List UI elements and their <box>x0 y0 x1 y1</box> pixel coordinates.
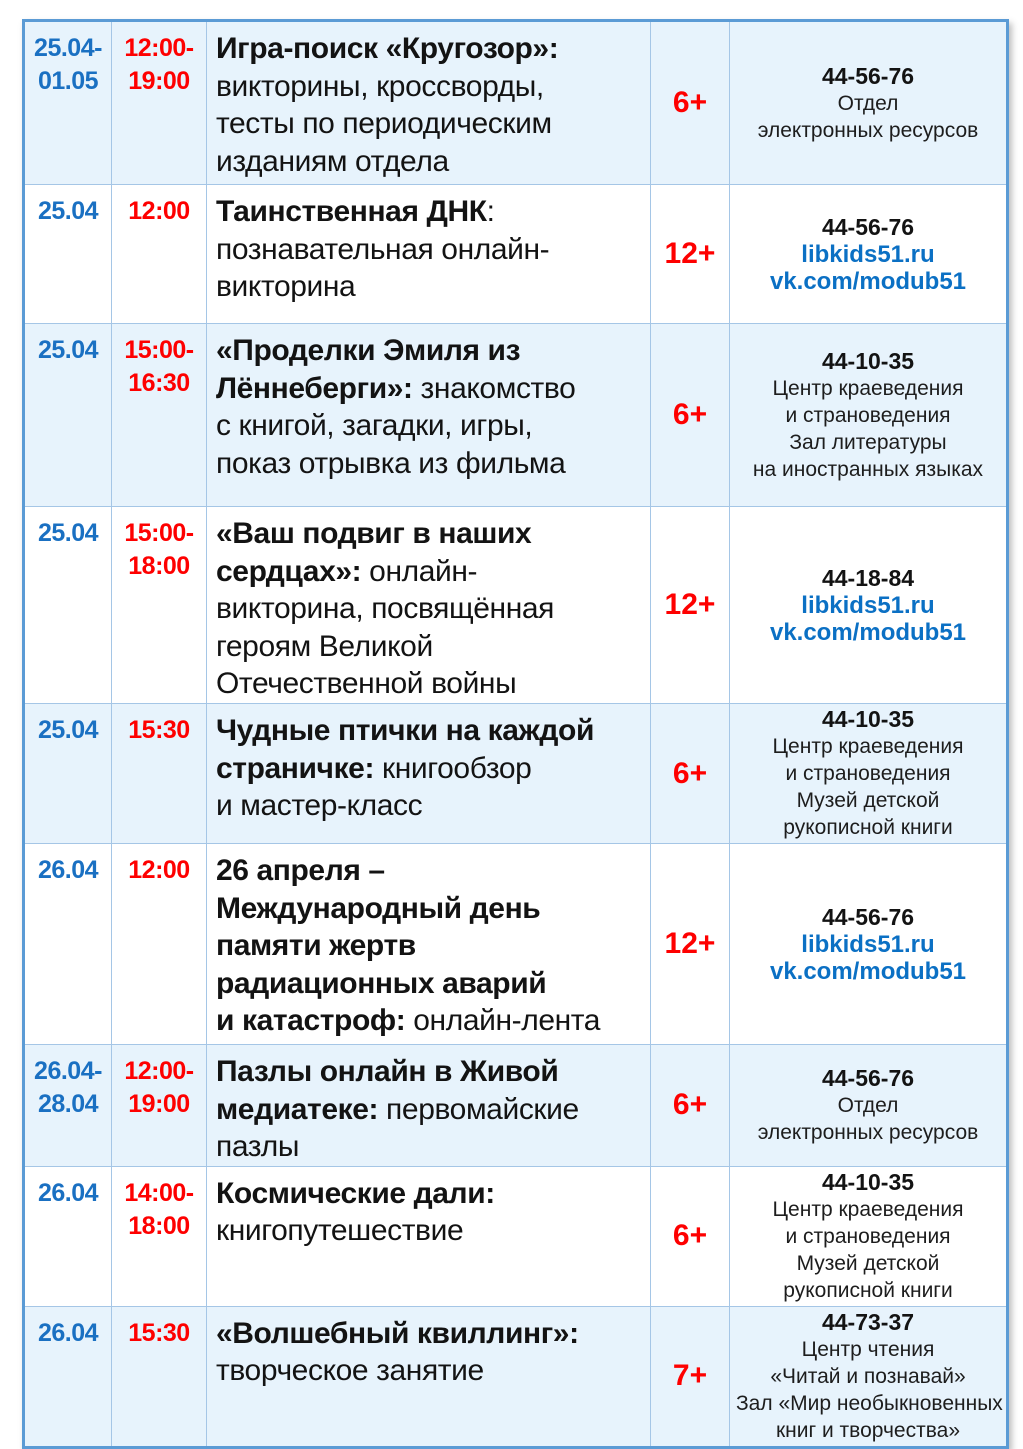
description-line <box>216 193 646 231</box>
description-line <box>216 750 646 788</box>
event-title-text: Игра-поиск «Кругозор»: <box>216 32 559 65</box>
date-line: 26.04 <box>37 1178 99 1207</box>
event-detail-text: онлайн- <box>361 554 478 588</box>
event-title-text: «Проделки Эмиля из <box>216 334 521 367</box>
age-rating-badge <box>651 1166 730 1306</box>
event-detail-text: героям Великой <box>216 629 433 663</box>
event-title-text: страничке: <box>216 751 375 785</box>
contact-link[interactable]: vk.com/modub51 <box>769 618 967 646</box>
time-line: 16:30 <box>128 369 190 397</box>
table-row <box>24 324 1008 507</box>
time-line: 18:00 <box>128 552 190 580</box>
event-detail-text: первомайские <box>378 1092 579 1126</box>
time-line: 12:00- <box>124 1057 194 1085</box>
description-line <box>216 1091 646 1129</box>
event-description <box>207 507 651 704</box>
description-line <box>216 1352 646 1390</box>
contact-phone: 44-10-35 <box>821 706 915 732</box>
contact-info <box>730 1306 1008 1447</box>
contact-department: Отдел <box>837 1093 899 1117</box>
event-date <box>24 185 112 324</box>
contact-info <box>730 507 1008 704</box>
event-time <box>112 185 207 324</box>
time-line: 19:00 <box>128 1090 190 1118</box>
event-title-text: «Волшебный квиллинг»: <box>216 1316 579 1350</box>
event-description <box>207 844 651 1045</box>
event-detail-text: книгообзор <box>374 751 532 785</box>
contact-department: Центр краеведения <box>772 376 964 400</box>
contact-department: «Читай и познавай» <box>770 1364 966 1388</box>
description-line <box>216 332 646 370</box>
date-line: 26.04- <box>34 1057 102 1085</box>
event-description <box>207 1045 651 1167</box>
event-time <box>112 1166 207 1306</box>
age-rating: 6+ <box>672 398 708 431</box>
date-line: 26.04 <box>37 856 99 884</box>
contact-info <box>730 844 1008 1045</box>
event-time <box>112 324 207 507</box>
contact-info <box>730 1166 1008 1306</box>
description-line <box>216 965 646 1003</box>
event-detail-text: : <box>486 195 495 228</box>
contact-phone: 44-56-76 <box>821 62 915 89</box>
age-rating-badge <box>651 1306 730 1447</box>
event-description <box>207 21 651 185</box>
table-row <box>24 1166 1008 1306</box>
contact-info <box>730 1045 1008 1167</box>
contact-phone: 44-56-76 <box>821 903 915 930</box>
event-title-text: Лённеберги»: <box>216 371 413 405</box>
event-title-text: медиатеке: <box>216 1092 379 1126</box>
description-line <box>216 665 646 703</box>
event-time <box>112 1045 207 1167</box>
event-detail-text: и мастер-класс <box>216 789 423 822</box>
date-line: 25.04 <box>37 716 99 744</box>
time-line: 12:00 <box>128 856 190 884</box>
age-rating-badge <box>651 185 730 324</box>
event-detail-text: викторина, посвящённая <box>216 592 555 625</box>
description-line <box>216 1053 646 1091</box>
event-description <box>207 324 651 507</box>
time-line: 15:00- <box>124 336 194 364</box>
description-line <box>216 68 646 106</box>
contact-info <box>730 185 1008 324</box>
event-time <box>112 21 207 185</box>
description-line <box>216 1212 646 1250</box>
event-title-text: Пазлы онлайн в Живой <box>216 1055 559 1088</box>
description-line <box>216 407 646 445</box>
contact-info <box>730 21 1008 185</box>
description-line <box>216 927 646 965</box>
contact-link[interactable]: libkids51.ru <box>801 930 935 958</box>
date-line: 25.04 <box>37 197 99 225</box>
contact-info <box>730 324 1008 507</box>
age-rating: 7+ <box>672 1359 708 1392</box>
description-line <box>216 370 646 408</box>
schedule-table-body <box>24 21 1008 1448</box>
table-row <box>24 1045 1008 1167</box>
event-title-text: радиационных аварий <box>216 966 547 1000</box>
event-date <box>24 704 112 844</box>
age-rating-badge <box>651 21 730 185</box>
contact-department: и страноведения <box>785 762 951 785</box>
description-line <box>216 515 646 553</box>
event-description <box>207 1166 651 1306</box>
description-line <box>216 712 646 750</box>
event-detail-text: викторина <box>216 270 356 303</box>
event-detail-text: с книгой, загадки, игры, <box>216 409 533 442</box>
contact-department: Центр чтения <box>801 1337 935 1361</box>
description-line <box>216 590 646 628</box>
description-line <box>216 1128 646 1166</box>
contact-department: электронных ресурсов <box>757 118 979 142</box>
description-line <box>216 628 646 666</box>
description-line <box>216 1002 646 1040</box>
event-detail-text: познавательная онлайн- <box>216 232 550 266</box>
event-time <box>112 1306 207 1447</box>
event-detail-text: книгопутешествие <box>216 1214 464 1247</box>
contact-department: рукописной книги <box>783 1278 953 1302</box>
description-line <box>216 231 646 269</box>
event-detail-text: викторины, кроссворды, <box>216 69 544 103</box>
description-line <box>216 890 646 928</box>
contact-link[interactable]: libkids51.ru <box>801 240 935 268</box>
event-detail-text: изданиям отдела <box>216 144 449 178</box>
event-detail-text: онлайн-лента <box>405 1004 601 1037</box>
date-line: 25.04 <box>37 336 99 364</box>
time-line: 15:00- <box>124 519 194 547</box>
date-line: 28.04 <box>37 1090 99 1118</box>
table-row <box>24 704 1008 844</box>
event-description <box>207 704 651 844</box>
contact-department: Зал «Мир необыкновенных <box>736 1391 1003 1415</box>
contact-link[interactable]: vk.com/modub51 <box>769 267 967 295</box>
event-date <box>24 507 112 704</box>
event-detail-text: пазлы <box>216 1130 300 1163</box>
table-row <box>24 844 1008 1045</box>
event-detail-text: показ отрывка из фильма <box>216 446 566 480</box>
age-rating: 12+ <box>664 588 716 621</box>
table-row <box>24 21 1008 185</box>
event-detail-text: творческое занятие <box>216 1354 484 1387</box>
age-rating-badge <box>651 324 730 507</box>
time-line: 19:00 <box>128 67 190 95</box>
description-line <box>216 445 646 483</box>
event-title-text: сердцах»: <box>216 554 362 588</box>
contact-link[interactable]: vk.com/modub51 <box>769 957 967 985</box>
event-detail-text: тесты по периодическим <box>216 107 552 140</box>
events-schedule-table <box>22 19 1009 1449</box>
time-line: 14:00- <box>124 1178 194 1207</box>
contact-department: электронных ресурсов <box>757 1120 979 1144</box>
contact-department: Отдел <box>837 91 899 115</box>
contact-department: Центр краеведения <box>772 1197 964 1221</box>
contact-department: рукописной книги <box>783 816 953 839</box>
age-rating: 6+ <box>672 86 708 119</box>
description-line <box>216 1315 646 1353</box>
contact-info <box>730 704 1008 844</box>
event-description <box>207 1306 651 1447</box>
contact-department: Музей детской <box>796 1251 940 1275</box>
description-line <box>216 1175 646 1213</box>
date-line: 25.04 <box>37 519 99 547</box>
table-row <box>24 185 1008 324</box>
event-date <box>24 1166 112 1306</box>
time-line: 15:30 <box>128 1318 190 1347</box>
event-date <box>24 844 112 1045</box>
event-time <box>112 704 207 844</box>
age-rating-badge <box>651 704 730 844</box>
contact-phone: 44-10-35 <box>821 1168 915 1195</box>
contact-phone: 44-18-84 <box>821 564 915 591</box>
contact-phone: 44-56-76 <box>821 1064 915 1091</box>
event-date <box>24 324 112 507</box>
event-date <box>24 21 112 185</box>
time-line: 15:30 <box>128 716 190 744</box>
event-description <box>207 185 651 324</box>
contact-department: Центр краеведения <box>772 735 964 758</box>
time-line: 18:00 <box>128 1211 190 1240</box>
age-rating-badge <box>651 507 730 704</box>
event-title-text: памяти жертв <box>216 929 416 962</box>
description-line <box>216 105 646 143</box>
event-detail-text: Отечественной войны <box>216 667 517 700</box>
contact-department: на иностранных языках <box>752 457 984 481</box>
event-detail-text: знакомство <box>412 371 576 405</box>
event-title-text: и катастроф: <box>216 1004 406 1037</box>
table-row <box>24 1306 1008 1447</box>
table-row <box>24 507 1008 704</box>
time-line: 12:00 <box>128 197 190 225</box>
description-line <box>216 787 646 825</box>
contact-department: книг и творчества» <box>775 1418 961 1442</box>
age-rating: 6+ <box>672 756 708 790</box>
event-title-text: Космические дали: <box>216 1176 495 1210</box>
age-rating: 6+ <box>672 1219 708 1252</box>
contact-department: Зал литературы <box>789 430 947 454</box>
time-line: 12:00- <box>124 34 194 62</box>
contact-phone: 44-56-76 <box>821 213 915 240</box>
event-title-text: Чудные птички на каждой <box>216 714 595 747</box>
contact-phone: 44-73-37 <box>821 1308 915 1335</box>
contact-link[interactable]: libkids51.ru <box>801 591 935 619</box>
event-title-text: Таинственная ДНК <box>216 195 487 228</box>
age-rating-badge <box>651 844 730 1045</box>
description-line <box>216 30 646 68</box>
description-line <box>216 852 646 890</box>
description-line <box>216 268 646 306</box>
age-rating: 12+ <box>664 237 716 270</box>
description-line <box>216 553 646 591</box>
date-line: 01.05 <box>37 67 99 95</box>
contact-phone: 44-10-35 <box>821 347 915 374</box>
event-date <box>24 1045 112 1167</box>
date-line: 25.04- <box>34 34 102 62</box>
age-rating-badge <box>651 1045 730 1167</box>
event-title-text: Международный день <box>216 891 541 925</box>
date-line: 26.04 <box>37 1318 99 1347</box>
contact-department: Музей детской <box>796 789 940 812</box>
event-date <box>24 1306 112 1447</box>
age-rating: 12+ <box>664 927 716 960</box>
event-title-text: «Ваш подвиг в наших <box>216 517 532 550</box>
age-rating: 6+ <box>672 1088 708 1122</box>
contact-department: и страноведения <box>785 1224 951 1248</box>
description-line <box>216 143 646 181</box>
event-time <box>112 844 207 1045</box>
event-title-text: 26 апреля – <box>216 854 385 887</box>
contact-department: и страноведения <box>785 403 951 427</box>
event-time <box>112 507 207 704</box>
